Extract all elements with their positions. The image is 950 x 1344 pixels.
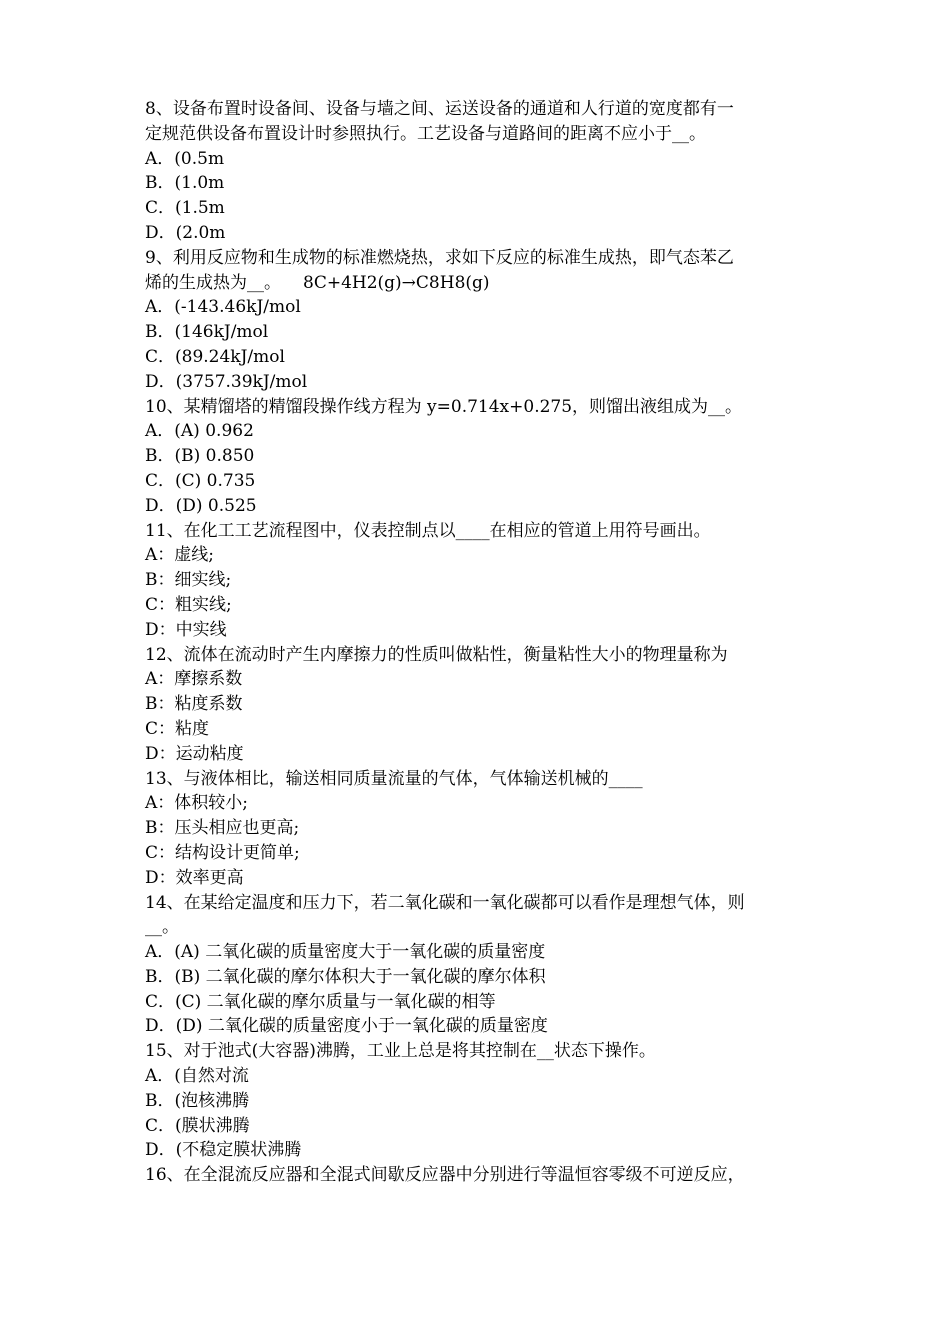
question-9 <box>145 246 810 395</box>
option-c: C．(89.24kJ/mol <box>145 346 285 367</box>
question-12 <box>145 643 810 767</box>
option-c: C：结构设计更简单; <box>145 842 300 863</box>
option-c: C．(膜状沸腾 <box>145 1115 250 1136</box>
question-text: 14、在某给定温度和压力下，若二氧化碳和一氧化碳都可以看作是理想气体，则 <box>145 892 745 913</box>
question-15 <box>145 1039 810 1163</box>
option-a: A．(0.5m <box>145 148 225 169</box>
question-text: 13、与液体相比，输送相同质量流量的气体，气体输送机械的____ <box>145 768 643 789</box>
question-text: 16、在全混流反应器和全混式间歇反应器中分别进行等温恒容零级不可逆反应， <box>145 1165 745 1186</box>
option-d: D．(D) 二氧化碳的质量密度小于一氧化碳的质量密度 <box>145 1016 548 1037</box>
option-b: B．(146kJ/mol <box>145 322 269 343</box>
option-a: A．(自然对流 <box>145 1066 249 1087</box>
option-a: A：摩擦系数 <box>145 669 243 690</box>
option-b: B：压头相应也更高; <box>145 818 300 839</box>
question-14 <box>145 891 810 1040</box>
option-a: A．(A) 0.962 <box>145 421 254 442</box>
document-page <box>145 97 810 1188</box>
question-text: 定规范供设备布置设计时参照执行。工艺设备与道路间的距离不应小于__。 <box>145 123 706 144</box>
option-b: B．(1.0m <box>145 173 225 194</box>
option-c: C：粘度 <box>145 718 210 739</box>
question-text: 10、某精馏塔的精馏段操作线方程为 y=0.714x+0.275，则馏出液组成为__。 <box>145 396 743 417</box>
question-text: 12、流体在流动时产生内摩擦力的性质叫做粘性，衡量粘性大小的物理量称为 <box>145 644 728 665</box>
option-a: A：虚线; <box>145 545 215 566</box>
option-d: D．(D) 0.525 <box>145 495 257 516</box>
option-c: C．(C) 二氧化碳的摩尔质量与一氧化碳的相等 <box>145 991 496 1012</box>
option-b: B：粘度系数 <box>145 694 243 715</box>
question-text: 15、对于池式(大容器)沸腾，工业上总是将其控制在__状态下操作。 <box>145 1041 656 1062</box>
question-text: 烯的生成热为__。 <box>145 272 281 293</box>
option-b: B．(泡核沸腾 <box>145 1090 250 1111</box>
question-text: 11、在化工工艺流程图中，仪表控制点以____在相应的管道上用符号画出。 <box>145 520 711 541</box>
option-d: D．(3757.39kJ/mol <box>145 371 308 392</box>
question-8 <box>145 97 810 246</box>
option-a: A：体积较小; <box>145 793 249 814</box>
reaction-equation: 8C+4H2(g)→C8H8(g) <box>303 272 490 293</box>
question-11 <box>145 519 810 643</box>
option-d: D．(不稳定膜状沸腾 <box>145 1140 302 1161</box>
question-10 <box>145 395 810 519</box>
question-13 <box>145 767 810 891</box>
question-text: 8、设备布置时设备间、设备与墙之间、运送设备的通道和人行道的宽度都有一 <box>145 99 734 119</box>
option-b: B．(B) 二氧化碳的摩尔体积大于一氧化碳的摩尔体积 <box>145 966 546 987</box>
option-c: C：粗实线; <box>145 594 232 615</box>
option-a: A．(A) 二氧化碳的质量密度大于一氧化碳的质量密度 <box>145 942 546 963</box>
option-d: D．(2.0m <box>145 222 226 243</box>
question-text-row <box>145 271 810 296</box>
option-c: C．(1.5m <box>145 198 225 219</box>
question-text: __。 <box>145 917 179 938</box>
option-b: B．(B) 0.850 <box>145 446 255 467</box>
option-d: D：运动粘度 <box>145 743 244 764</box>
option-b: B：细实线; <box>145 570 232 591</box>
question-text: 9、利用反应物和生成物的标准燃烧热，求如下反应的标准生成热，即气态苯乙 <box>145 247 734 268</box>
option-a: A．(-143.46kJ/mol <box>145 297 301 318</box>
option-c: C．(C) 0.735 <box>145 470 256 491</box>
option-d: D：效率更高 <box>145 867 244 888</box>
question-16 <box>145 1163 810 1188</box>
option-d: D：中实线 <box>145 619 227 640</box>
